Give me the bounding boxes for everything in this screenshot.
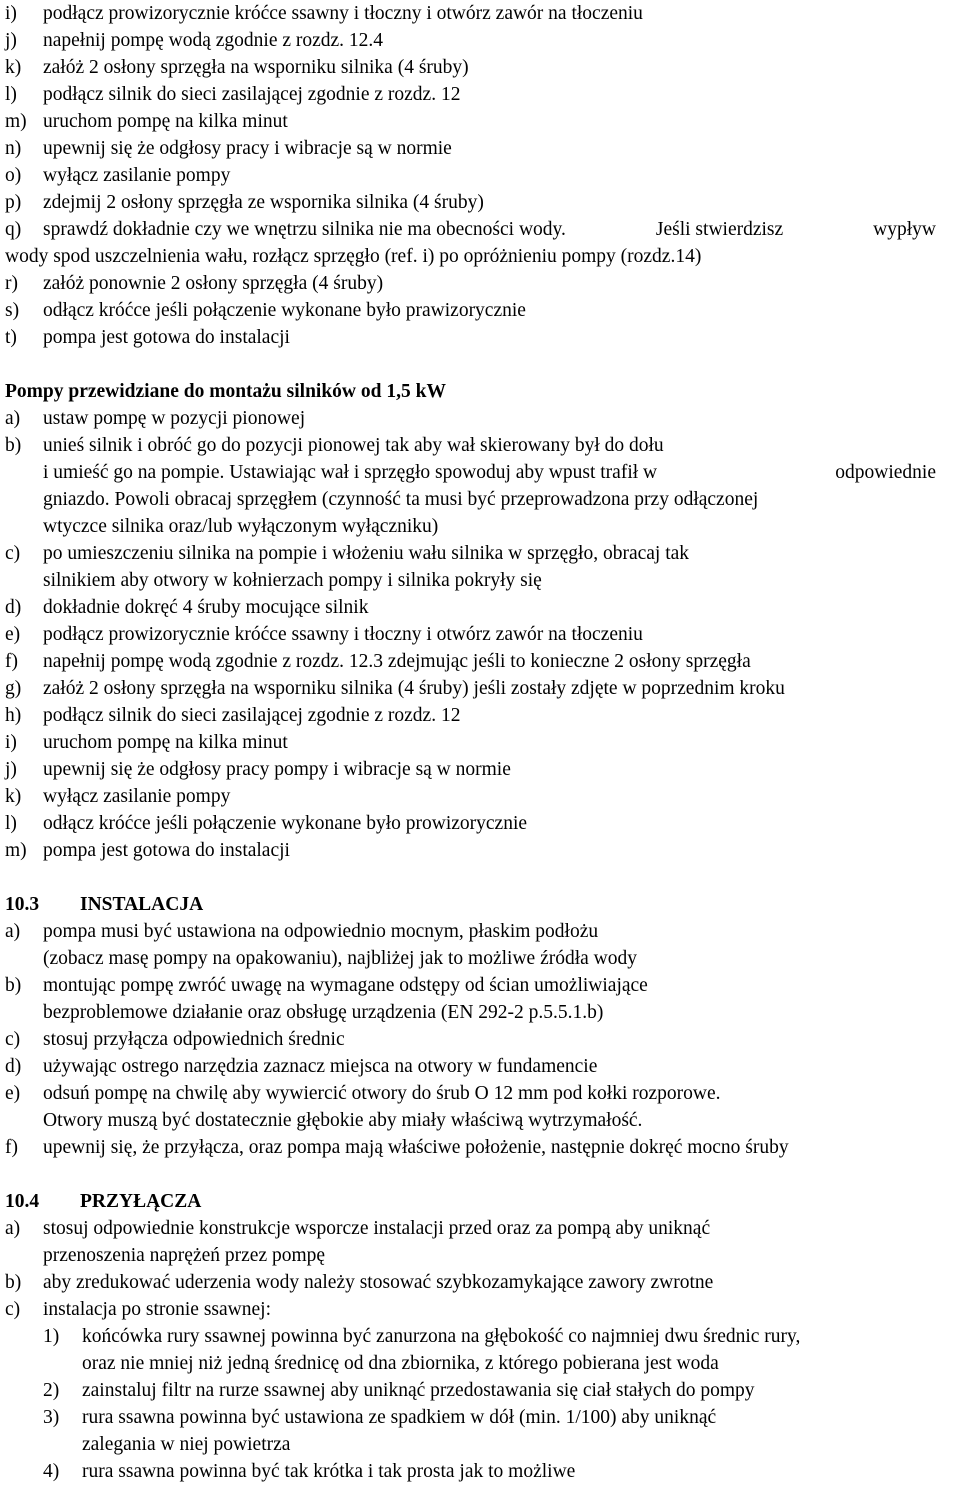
item-text: ustaw pompę w pozycji pionowej — [43, 408, 306, 429]
item-text: załóż ponownie 2 osłony sprzęgła (4 śruby) — [43, 273, 384, 294]
item-text: napełnij pompę wodą zgodnie z rozdz. 12.4 — [43, 30, 384, 51]
item-label: 1) — [43, 1326, 60, 1347]
item-label: 2) — [43, 1380, 60, 1401]
item-text: dokładnie dokręć 4 śruby mocujące silnik — [43, 597, 369, 618]
item-label: b) — [5, 435, 22, 456]
item-label: k) — [5, 57, 22, 78]
item-text: zainstaluj filtr na rurze ssawnej aby uniknąć przedostawania się ciał stałych do pompy — [82, 1380, 755, 1401]
item-label: m) — [5, 111, 27, 132]
item-text: zdejmij 2 osłony sprzęgła ze wspornika silnika (4 śruby) — [43, 192, 484, 213]
item-label: c) — [5, 1299, 21, 1320]
item-text: wody spod uszczelnienia wału, rozłącz sprzęgło (ref. i) po opróżnieniu pompy (rozdz.14) — [5, 246, 702, 267]
item-text: Otwory muszą być dostatecznie głębokie aby miały właściwą wytrzymałość. — [43, 1110, 643, 1131]
item-label: q) — [5, 219, 22, 240]
item-text: odłącz króćce jeśli połączenie wykonane było prawizorycznie — [43, 300, 526, 321]
item-text: pompa jest gotowa do instalacji — [43, 327, 290, 348]
item-label: a) — [5, 1218, 21, 1239]
item-label: a) — [5, 408, 21, 429]
item-text: montując pompę zwróć uwagę na wymagane odstępy od ścian umożliwiające — [43, 975, 648, 996]
item-text: rura ssawna powinna być tak krótka i tak prosta jak to możliwe — [82, 1461, 576, 1482]
item-label: i) — [5, 732, 17, 753]
item-label: k) — [5, 786, 22, 807]
item-text: stosuj odpowiednie konstrukcje wsporcze instalacji przed oraz za pompą aby uniknąć — [43, 1218, 711, 1239]
item-label: l) — [5, 813, 17, 834]
item-label: o) — [5, 165, 22, 186]
item-text: upewnij się że odgłosy pracy i wibracje są w normie — [43, 138, 452, 159]
item-text: podłącz prowizorycznie króćce ssawny i tłoczny i otwórz zawór na tłoczeniu — [43, 3, 643, 24]
item-text: uruchom pompę na kilka minut — [43, 732, 288, 753]
section-number: 10.3 — [5, 894, 40, 915]
item-text: silnikiem aby otwory w kołnierzach pompy i silnika pokryły się — [43, 570, 542, 591]
item-label: f) — [5, 651, 18, 672]
item-text: odłącz króćce jeśli połączenie wykonane było prowizorycznie — [43, 813, 528, 834]
item-label: a) — [5, 921, 21, 942]
item-text: pompa musi być ustawiona na odpowiednio mocnym, płaskim podłożu — [43, 921, 599, 942]
item-label: i) — [5, 3, 17, 24]
item-label: t) — [5, 327, 17, 348]
item-label: m) — [5, 840, 27, 861]
item-text: podłącz silnik do sieci zasilającej zgodnie z rozdz. 12 — [43, 705, 461, 726]
item-text: upewnij się że odgłosy pracy pompy i wibracje są w normie — [43, 759, 511, 780]
item-label: c) — [5, 543, 21, 564]
item-label: d) — [5, 597, 22, 618]
item-label: e) — [5, 1083, 21, 1104]
item-text: końcówka rury ssawnej powinna być zanurzona na głębokość co najmniej dwu średnic rury, — [82, 1326, 801, 1347]
item-text: odsuń pompę na chwilę aby wywiercić otwory do śrub O 12 mm pod kołki rozporowe. — [43, 1083, 721, 1104]
item-label: r) — [5, 273, 18, 294]
heading-text: Pompy przewidziane do montażu silników od 1,5 kW — [5, 381, 446, 402]
item-text: instalacja po stronie ssawnej: — [43, 1299, 271, 1320]
item-label: l) — [5, 84, 17, 105]
item-text: aby zredukować uderzenia wody należy stosować szybkozamykające zawory zwrotne — [43, 1272, 714, 1293]
item-text: bezproblemowe działanie oraz obsługę urządzenia (EN 292-2 p.5.5.1.b) — [43, 1002, 604, 1023]
item-text: podłącz silnik do sieci zasilającej zgodnie z rozdz. 12 — [43, 84, 461, 105]
item-text: rura ssawna powinna być ustawiona ze spadkiem w dół (min. 1/100) aby uniknąć — [82, 1407, 717, 1428]
item-label: j) — [5, 30, 17, 51]
list-item — [0, 216, 940, 243]
item-label: j) — [5, 759, 17, 780]
item-text: uruchom pompę na kilka minut — [43, 111, 288, 132]
item-label: p) — [5, 192, 22, 213]
item-label: b) — [5, 975, 22, 996]
item-text-tail: Jeśli stwierdzisz — [655, 219, 784, 240]
item-label: b) — [5, 1272, 22, 1293]
item-text: używając ostrego narzędzia zaznacz miejsca na otwory w fundamencie — [43, 1056, 598, 1077]
item-text: stosuj przyłącza odpowiednich średnic — [43, 1029, 345, 1050]
item-label: 3) — [43, 1407, 60, 1428]
item-text: po umieszczeniu silnika na pompie i włożeniu wału silnika w sprzęgło, obracaj tak — [43, 543, 690, 564]
item-label: e) — [5, 624, 21, 645]
section-title: INSTALACJA — [80, 894, 204, 915]
item-text: przenoszenia naprężeń przez pompę — [43, 1245, 326, 1266]
list-item-continuation — [0, 459, 940, 486]
item-text: wtyczce silnika oraz/lub wyłączonym wyłączniku) — [43, 516, 439, 537]
item-label: f) — [5, 1137, 18, 1158]
item-label: h) — [5, 705, 22, 726]
section-title: PRZYŁĄCZA — [80, 1191, 202, 1212]
item-label: 4) — [43, 1461, 60, 1482]
item-label: c) — [5, 1029, 21, 1050]
item-text: załóż 2 osłony sprzęgła na wsporniku silnika (4 śruby) jeśli zostały zdjęte w poprzednim kroku — [43, 678, 785, 699]
item-label: d) — [5, 1056, 22, 1077]
item-text: pompa jest gotowa do instalacji — [43, 840, 290, 861]
item-label: n) — [5, 138, 22, 159]
item-text-justified — [43, 459, 936, 486]
item-label: g) — [5, 678, 22, 699]
item-text: wyłącz zasilanie pompy — [43, 786, 231, 807]
item-text: gniazdo. Powoli obracaj sprzęgłem (czynność ta musi być przeprowadzona przy odłączonej — [43, 489, 759, 510]
item-text: oraz nie mniej niż jedną średnicę od dna zbiornika, z którego pobierana jest woda — [82, 1353, 719, 1374]
item-text: sprawdź dokładnie czy we wnętrzu silnika nie ma obecności wody. — [43, 219, 566, 240]
item-text: napełnij pompę wodą zgodnie z rozdz. 12.3 zdejmując jeśli to konieczne 2 osłony sprzęgła — [43, 651, 751, 672]
item-text-justified — [43, 216, 936, 243]
item-text: podłącz prowizorycznie króćce ssawny i tłoczny i otwórz zawór na tłoczeniu — [43, 624, 643, 645]
item-text: zalegania w niej powietrza — [82, 1434, 291, 1455]
item-text: wyłącz zasilanie pompy — [43, 165, 231, 186]
item-text-end: odpowiednie — [835, 462, 936, 483]
item-text: i umieść go na pompie. Ustawiając wał i sprzęgło spowoduj aby wpust trafił w — [43, 462, 658, 483]
item-label: s) — [5, 300, 20, 321]
item-text-end: wypływ — [873, 219, 936, 240]
item-text: unieś silnik i obróć go do pozycji pionowej tak aby wał skierowany był do dołu — [43, 435, 664, 456]
item-text: załóż 2 osłony sprzęgła na wsporniku silnika (4 śruby) — [43, 57, 469, 78]
item-text: upewnij się, że przyłącza, oraz pompa mają właściwe położenie, następnie dokręć mocno śruby — [43, 1137, 789, 1158]
item-text: (zobacz masę pompy na opakowaniu), najbliżej jak to możliwe źródła wody — [43, 948, 638, 969]
section-number: 10.4 — [5, 1191, 40, 1212]
